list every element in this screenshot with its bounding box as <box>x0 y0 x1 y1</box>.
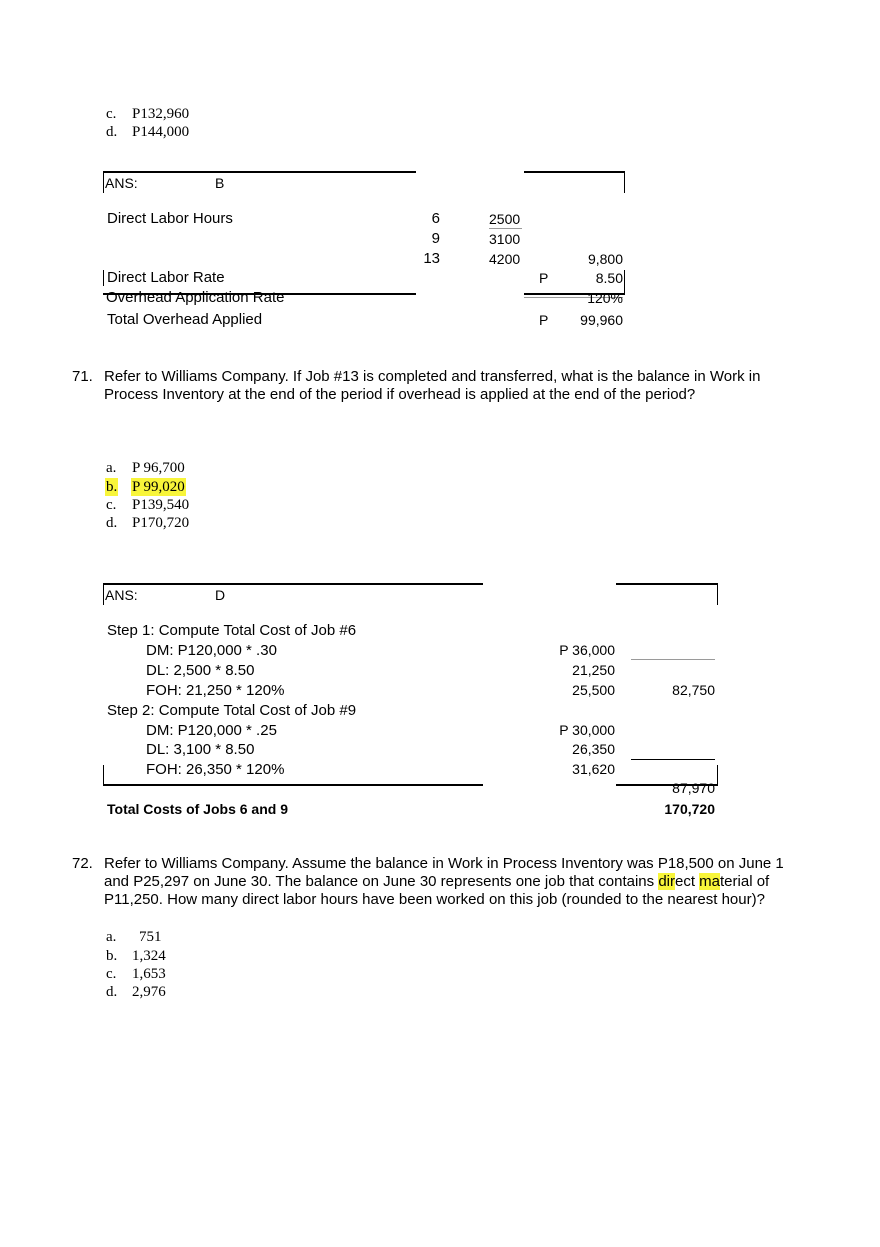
oh-rate-value: 120% <box>587 290 623 306</box>
q72-choice-a-text: 751 <box>139 929 162 945</box>
rate-value: 8.50 <box>595 270 623 286</box>
q71-question: Refer to Williams Company. If Job #13 is completed and transferred, what is the balance in Work in Process Inventory at the end of the period if overhead is applied at the end of the period? <box>104 368 761 403</box>
job-13: 13 <box>423 250 440 267</box>
total-hours: 9,800 <box>587 251 623 267</box>
step1-label: Step 1: Compute Total Cost of Job #6 <box>107 622 357 639</box>
q71-number: 71. <box>72 368 93 385</box>
ws-left-bracket <box>103 270 104 286</box>
step1-foh-amount: 25,500 <box>572 682 615 698</box>
q71-bottom-right-bracket <box>717 765 718 785</box>
total-oh-label: Total Overhead Applied <box>107 311 263 328</box>
step1-dm-amount: P 36,000 <box>559 642 615 658</box>
hours-job-6: 2500 <box>489 211 521 227</box>
job-9: 9 <box>431 230 440 247</box>
answer-value: B <box>215 175 225 191</box>
step2-foh-label: FOH: 26,350 * 120% <box>146 761 285 778</box>
q71-box-top-right <box>616 583 718 585</box>
q71-box-bottom-left <box>103 784 483 786</box>
q72-number: 72. <box>72 855 93 872</box>
hours-underline <box>489 228 522 229</box>
step1-total: 82,750 <box>672 682 715 698</box>
step1-total-rule <box>631 659 715 660</box>
hours-job-13: 4200 <box>489 251 521 267</box>
job-6: 6 <box>431 210 440 227</box>
step2-label: Step 2: Compute Total Cost of Job #9 <box>107 702 357 719</box>
step2-foh-amount: 31,620 <box>572 761 615 777</box>
choice-d-text: P144,000 <box>132 124 190 140</box>
choice-c: c. <box>106 106 117 122</box>
rate-label: Direct Labor Rate <box>107 269 225 286</box>
q72-choice-c-text: 1,653 <box>132 966 166 982</box>
ans-box-left-edge <box>103 173 104 193</box>
step2-total-rule <box>631 759 715 760</box>
step1-dm-label: DM: P120,000 * .30 <box>146 642 277 659</box>
step1-dl-label: DL: 2,500 * 8.50 <box>146 662 255 679</box>
dlh-label: Direct Labor Hours <box>107 210 233 227</box>
q71-box-left-edge <box>103 585 104 605</box>
step1-dl-amount: 21,250 <box>572 662 615 678</box>
q71-choice-c-text: P139,540 <box>132 497 190 513</box>
q71-answer-value: D <box>215 587 226 603</box>
choice-c-text: P132,960 <box>132 106 190 122</box>
step2-dm-amount: P 30,000 <box>559 722 615 738</box>
choice-d: d. <box>106 124 118 140</box>
hours-job-9: 3100 <box>489 231 521 247</box>
ans-box-top-right <box>524 171 625 173</box>
q72-choice-c-letter: c. <box>106 966 117 982</box>
q71-choice-d-letter: d. <box>106 515 118 531</box>
q72-choice-b-text: 1,324 <box>132 948 166 964</box>
q71-bottom-left-bracket <box>103 765 104 785</box>
ans-box-top-left <box>103 171 416 173</box>
q71-box-top-left <box>103 583 483 585</box>
step2-total: 87,970 <box>672 780 715 796</box>
grand-total-value: 170,720 <box>664 801 715 817</box>
step1-foh-label: FOH: 21,250 * 120% <box>146 682 285 699</box>
q72-choice-b-letter: b. <box>106 948 118 964</box>
q71-answer-label: ANS: <box>105 587 138 603</box>
q71-choice-c-letter: c. <box>106 497 117 513</box>
q71-choice-a-letter: a. <box>106 460 117 476</box>
ws-right-bracket <box>624 270 625 294</box>
q72-choice-a-letter: a. <box>106 929 117 945</box>
q71-choice-d-text: P170,720 <box>132 515 190 531</box>
q72-choice-d-text: 2,976 <box>132 984 166 1000</box>
step2-dl-label: DL: 3,100 * 8.50 <box>146 741 255 758</box>
total-oh-value: 99,960 <box>580 312 623 328</box>
total-oh-currency: P <box>539 312 549 328</box>
q72-question: Refer to Williams Company. Assume the balance in Work in Process Inventory was P18,500 on June 1 and P25,297 on June 30. The balance on June 30 represents one job that contains direct material of P11,250. How many direct labor hours have been worked on this job (rounded to the nearest hour)? <box>104 855 784 908</box>
oh-rate-label: Overhead Application Rate <box>106 289 285 306</box>
answer-label: ANS: <box>105 175 138 191</box>
q71-box-right-edge <box>717 585 718 605</box>
step2-dl-amount: 26,350 <box>572 741 615 757</box>
grand-total-label: Total Costs of Jobs 6 and 9 <box>107 801 288 817</box>
q72-highlight-1: dir <box>658 873 675 890</box>
q71-choice-b-text: P 99,020 <box>132 479 185 495</box>
q71-choice-b-letter: b. <box>106 479 118 495</box>
step2-dm-label: DM: P120,000 * .25 <box>146 722 277 739</box>
q72-highlight-2: ma <box>699 873 721 890</box>
q71-choice-a-text: P 96,700 <box>132 460 185 476</box>
rate-currency: P <box>539 270 549 286</box>
q72-choice-d-letter: d. <box>106 984 118 1000</box>
ans-box-right-edge <box>624 173 625 193</box>
